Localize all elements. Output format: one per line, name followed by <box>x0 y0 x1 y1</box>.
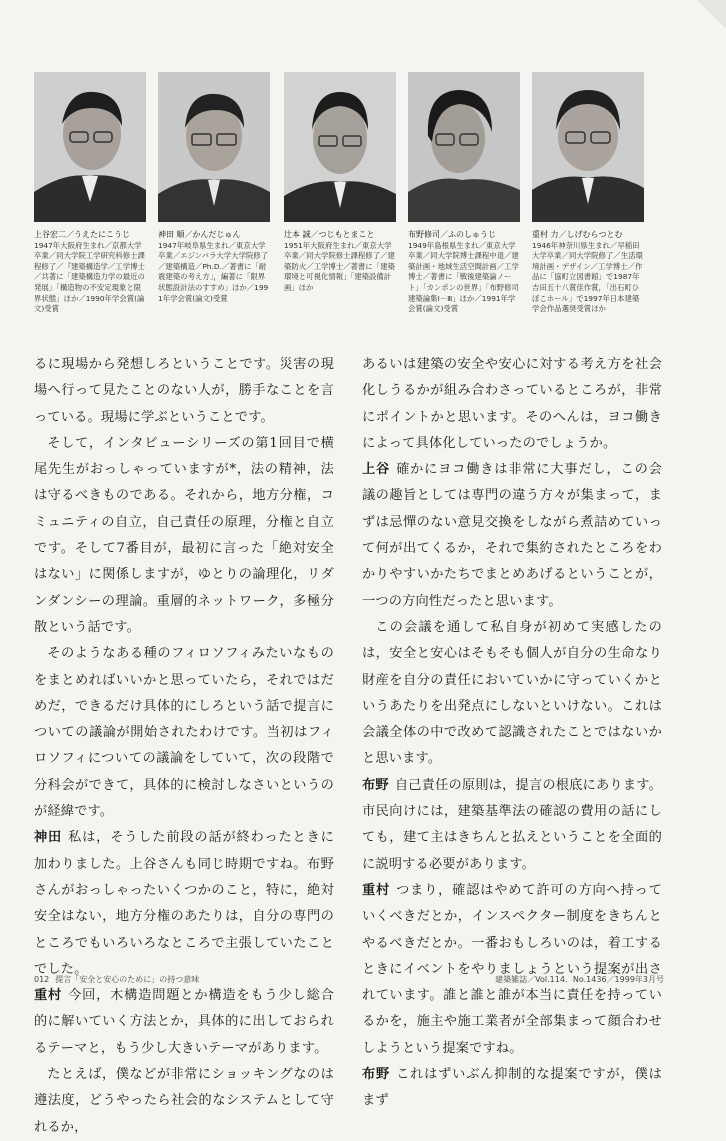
footer-publication: 建築雑誌／Vol.114．No.1436／1999年3月号 <box>495 975 664 984</box>
participant-bio: 1949年島根県生まれ／東京大学卒業／同大学院博士課程中退／建築計画・地域生活空間計画／工学博士／著書に「戦後建築論ノート」「カンポンの世界」「布野修司建築論集Ⅰ－Ⅲ」ほか／1991年学会賞(論文)受賞 <box>408 240 519 314</box>
participant-name: 布野修司／ふのしゅうじ <box>408 230 496 239</box>
participant-caption <box>158 230 270 304</box>
page-footer <box>34 974 664 988</box>
participant-kanda <box>158 72 270 304</box>
participant-bio: 1947年岐阜県生まれ／東京大学卒業／エジンバラ大学大学院修了／建築構造／Ph.D.／著書に「耐震建築の考え方」，編著に「限界状態設計法のすすめ」ほか／1991年学会賞(論文)受賞 <box>158 240 269 303</box>
participant-bio: 1946年神奈川県生まれ／早稲田大学卒業／同大学院修了／生活環境計画・デザイン／工学博士／作品に「協町立図書館」で1987年吉田五十八賞佳作賞，「出石町ひぼこホール」で1997年日本建築学会作品選奨受賞ほか <box>532 240 643 314</box>
paragraph: そして，インタビューシリーズの第1回目で横尾先生がおっしゃっていますが*，法の精神，法は守るべきものである。それから，地方分権，コミュニティの自立，自己責任の原理，分権と自立です。そして7番目が，最初に言った「絶対安全はない」に関係しますが，ゆとりの論理化，リダンダンシーの理論。重層的ネットワーク，多極分散という話です。 <box>34 435 334 635</box>
speaker-label: 重村 <box>34 988 63 1004</box>
participant-caption <box>408 230 520 315</box>
page-number: 012 <box>34 975 50 984</box>
paragraph: 上谷 確かにヨコ働きは非常に大事だし，この会議の趣旨としては専門の違う方々が集まって，まずは忌憚のない意見交換をしながら煮詰めていって何が出てくるか，それで集約されたところをわかりやすいかたちでまとめあげるということが，一つの方向性だったと思います。 <box>362 462 662 609</box>
participant-caption <box>532 230 644 315</box>
portrait-photo <box>34 72 146 222</box>
participant-name: 上谷宏二／うえたにこうじ <box>34 230 130 239</box>
participant-name: 重村 力／しげむらつとむ <box>532 230 623 239</box>
participant-funo <box>408 72 520 315</box>
paragraph: あるいは建築の安全や安心に対する考え方を社会化しうるかが組み合わさっているところが，非常にポイントかと思います。そのへんは，ヨコ働きによって具体化していったのでしょうか。 <box>362 357 662 451</box>
paragraph: 神田 私は，そうした前段の話が終わったときに加わりました。上谷さんも同じ時期ですね。布野さんがおっしゃったいくつかのこと，特に，絶対安全はない，地方分権のあたりは，自分の専門のところでもいろいろなところで主張していたことでした。 <box>34 830 334 977</box>
footer-left <box>34 974 199 985</box>
portrait-row <box>34 72 654 332</box>
participant-tsujimoto <box>284 72 396 294</box>
portrait-photo <box>532 72 644 222</box>
paragraph: 布野 これはずいぶん抑制的な提案ですが，僕はまず <box>362 1067 662 1109</box>
page-corner-fold <box>696 0 726 28</box>
paragraph: たとえば，僕などが非常にショッキングなのは遵法度，どうやったら社会的なシステムとして守れるか， <box>34 1067 334 1135</box>
paragraph: そのようなある種のフィロソフィみたいなものをまとめればいいかと思っていたら，それではだめだ，できるだけ具体的にしろという話で提言についての議論が開始されたわけです。当初はフィロソフィについての議論をしていて，次の段階で分科会ができて，具体的に検討しなさいというのが経緯です。 <box>34 646 334 820</box>
participant-shigemura <box>532 72 644 315</box>
paragraph: この会議を通して私自身が初めて実感したのは，安全と安心はそもそも個人が自分の生命なり財産を自分の責任においていかに守っていくかというあたりを出発点にしないといけない。これは会議全体の中で改めて認識されたことではないかと思います。 <box>362 619 662 767</box>
body-column-left <box>34 352 334 1141</box>
speaker-label: 上谷 <box>362 462 391 478</box>
speaker-label: 重村 <box>362 882 391 898</box>
portrait-photo <box>408 72 520 222</box>
body-column-right <box>362 352 662 1115</box>
participant-caption <box>284 230 396 294</box>
speaker-label: 布野 <box>362 1067 391 1083</box>
portrait-photo <box>284 72 396 222</box>
paragraph: 重村 つまり，確認はやめて許可の方向へ持っていくべきだとか，インスペクター制度をきちんとやるべきだとか。一番おもしろいのは，着工するときにイベントをやりましょうという提案が出されています。誰と誰と誰が本当に責任を持っているかを，施主や施工業者が全部集まって顔合わせしようという提案ですね。 <box>362 882 662 1056</box>
participant-caption <box>34 230 146 315</box>
paragraph: 重村 今回，木構造問題とか構造をもう少し総合的に解いていく方法とか，具体的に出しておられるテーマと，もう少し大きいテーマがあります。 <box>34 988 334 1056</box>
participant-name: 辻本 誠／つじもとまこと <box>284 230 375 239</box>
participant-bio: 1947年大阪府生まれ／京都大学卒業／同大学院工学研究科修士課程修了／『建築構造学／工学博士／共著に「建築構造力学の最近の発展」「構造物の不安定現象と限界状態」ほか／1990年学会賞(論文)受賞 <box>34 240 145 314</box>
participant-bio: 1951年大阪府生まれ／東京大学卒業／同大学院修士課程修了／建築防火／工学博士／著書に「建築環境と可視化情報」「建築設備計画」ほか <box>284 240 395 292</box>
speaker-label: 布野 <box>362 777 389 793</box>
speaker-label: 神田 <box>34 830 63 846</box>
participant-name: 神田 順／かんだじゅん <box>158 230 241 239</box>
portrait-photo <box>158 72 270 222</box>
footer-section-title: 提言「安全と安心のために」の持つ意味 <box>55 975 200 984</box>
paragraph: 布野 自己責任の原則は，提言の根底にあります。市民向けには，建築基準法の確認の費用の話にしても，建て主はきちんと払えということを全面的に説明する必要があります。 <box>362 777 662 872</box>
participant-uetani <box>34 72 146 315</box>
paragraph: るに現場から発想しろということです。災害の現場へ行って見たことのない人が，勝手なことを言っている。現場に学ぶということです。 <box>34 357 334 425</box>
